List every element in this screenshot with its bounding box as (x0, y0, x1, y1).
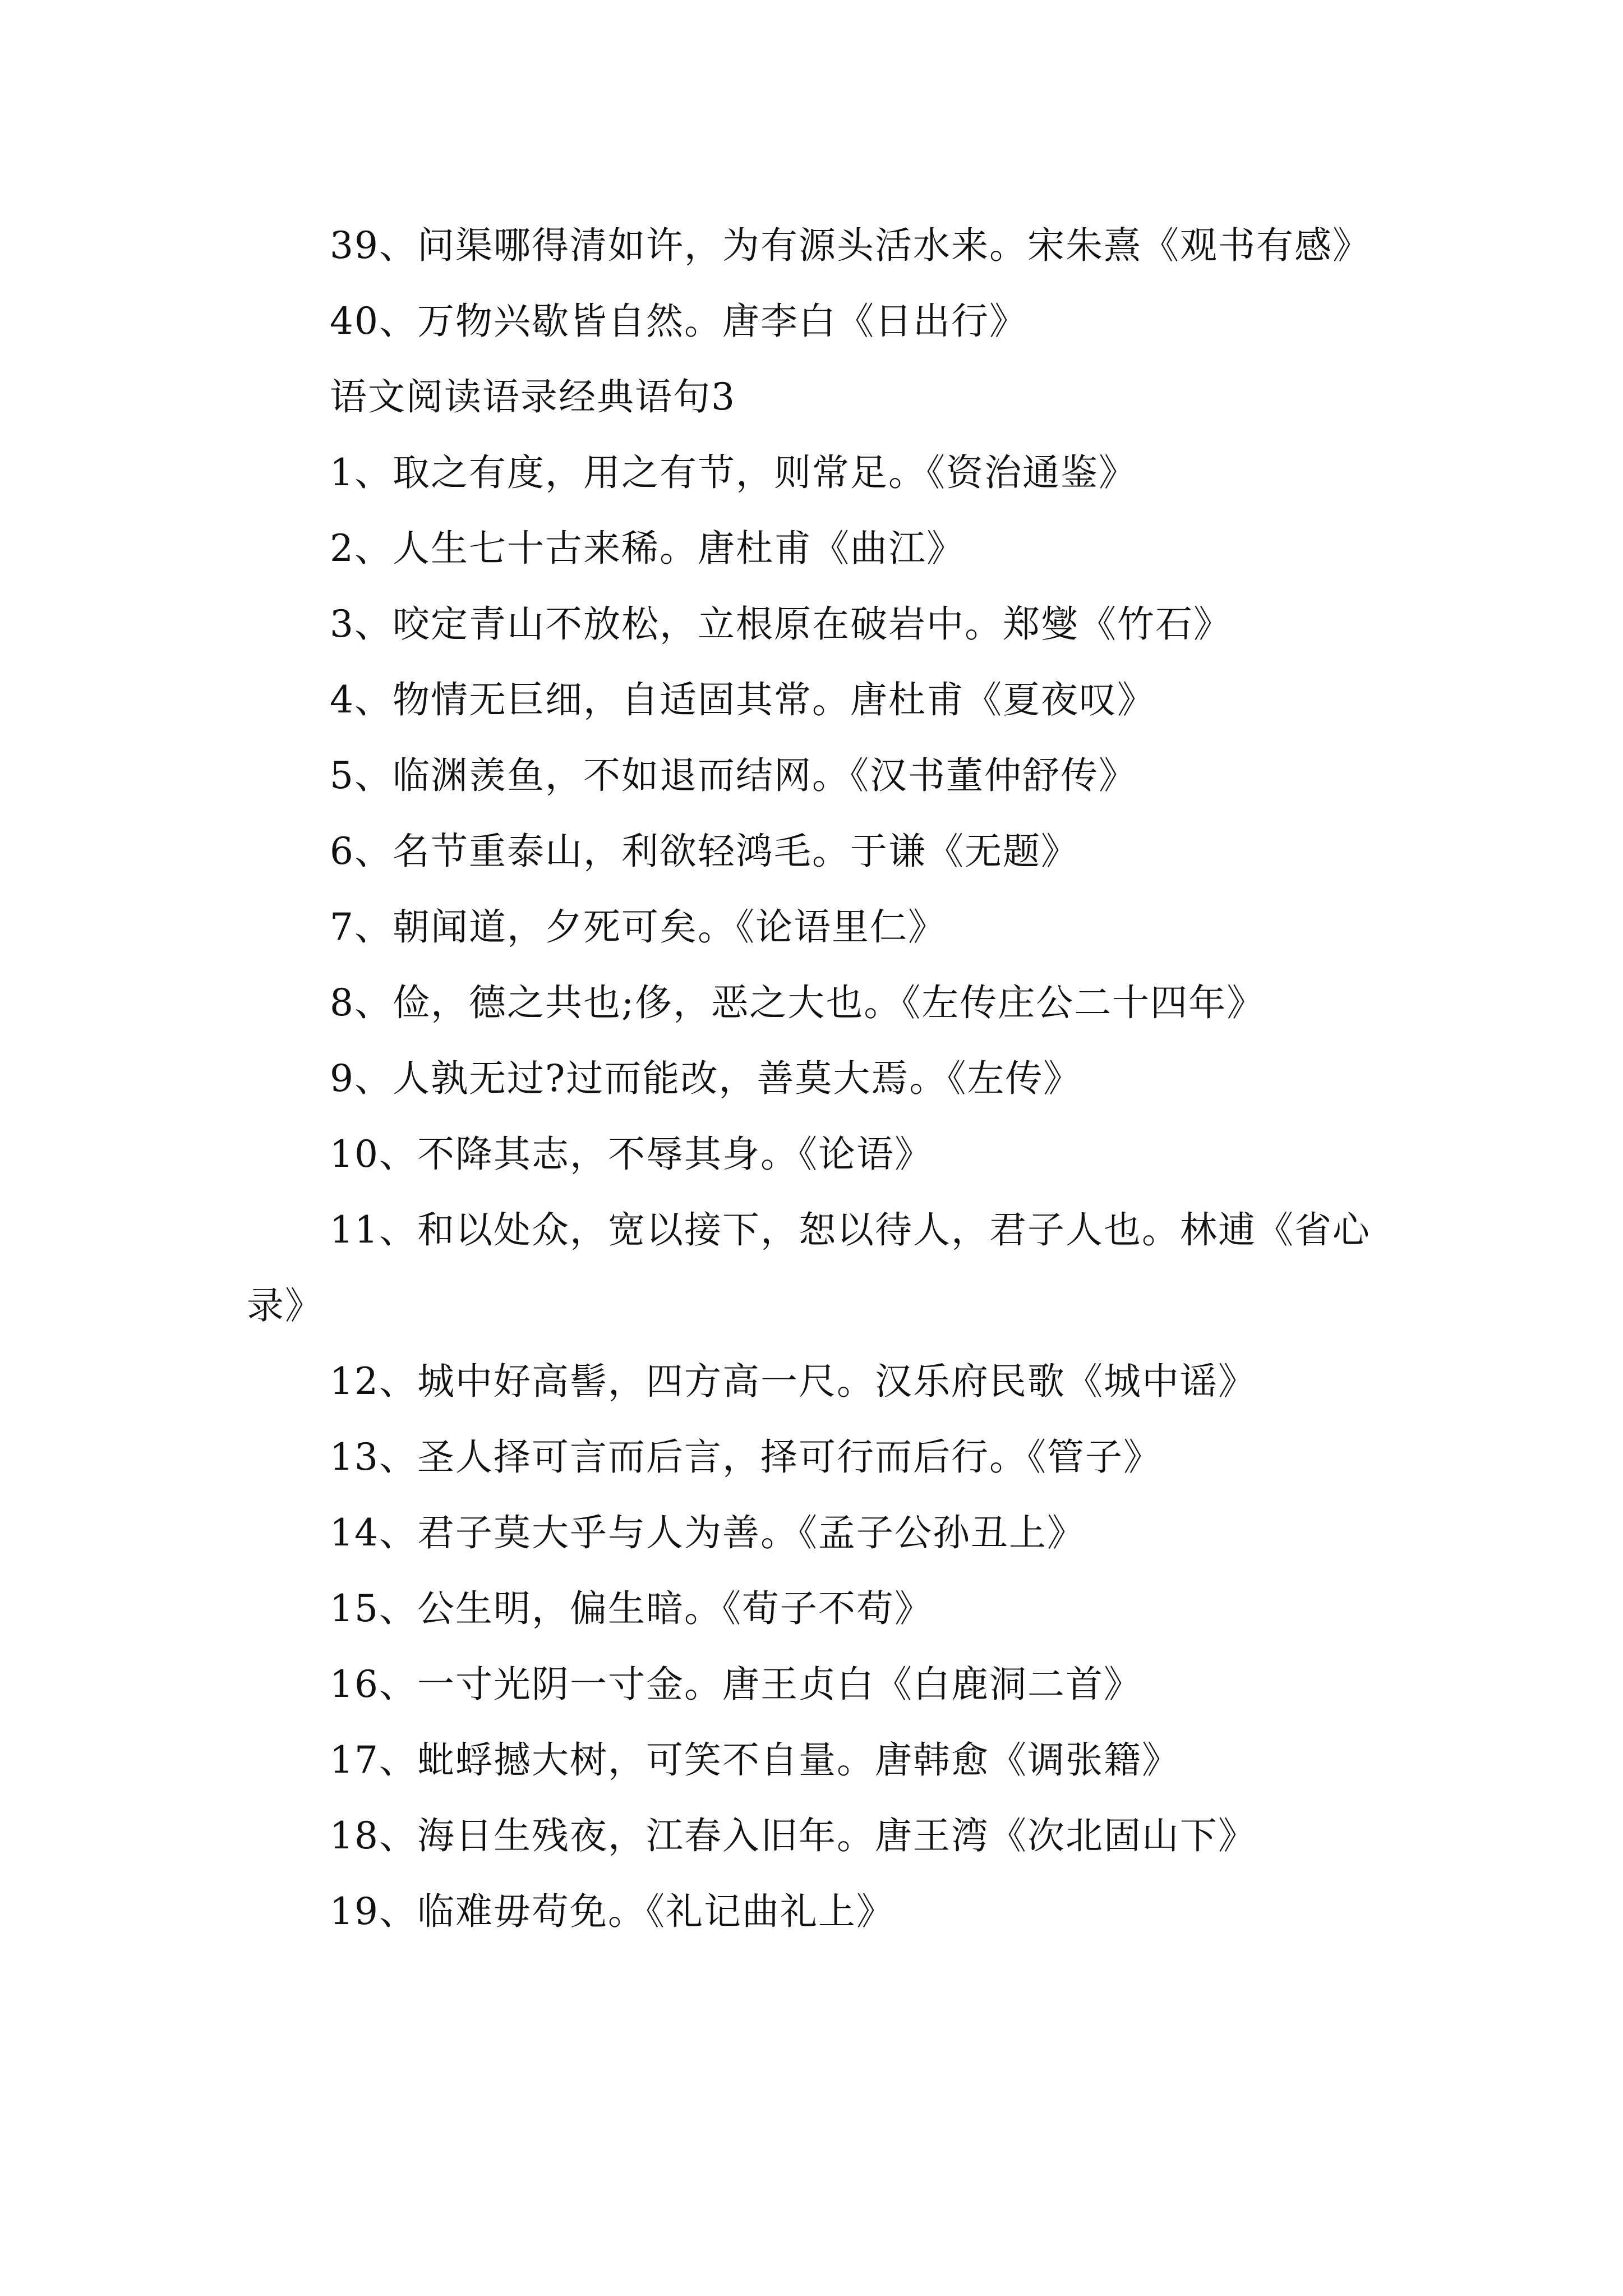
document-body (247, 208, 1424, 1949)
quote-12: 12、城中好高髻，四方高一尺。汉乐府民歌《城中谣》 (330, 1360, 1256, 1403)
quote-39: 39、问渠哪得清如许，为有源头活水来。宋朱熹《观书有感》 (330, 224, 1371, 267)
quote-40: 40、万物兴歇皆自然。唐李白《日出行》 (330, 300, 1027, 343)
quote-11: 11、和以处众，宽以接下，恕以待人，君子人也。林逋《省心录》 (247, 1208, 1371, 1327)
quote-2: 2、人生七十古来稀。唐杜甫《曲江》 (330, 527, 965, 570)
quote-14: 14、君子莫大乎与人为善。《孟子公孙丑上》 (330, 1511, 1085, 1554)
quote-9: 9、人孰无过?过而能改，善莫大焉。《左传》 (330, 1057, 1082, 1100)
quote-15: 15、公生明，偏生暗。《荀子不苟》 (330, 1587, 933, 1630)
quote-13: 13、圣人择可言而后言，择可行而后行。《管子》 (330, 1435, 1161, 1479)
quote-19: 19、临难毋苟免。《礼记曲礼上》 (330, 1890, 895, 1933)
quote-16: 16、一寸光阴一寸金。唐王贞白《白鹿洞二首》 (330, 1663, 1142, 1706)
quote-8: 8、俭，德之共也;侈，恶之大也。《左传庄公二十四年》 (330, 981, 1265, 1024)
quote-18: 18、海日生残夜，江春入旧年。唐王湾《次北固山下》 (330, 1814, 1256, 1857)
quote-6: 6、名节重泰山，利欲轻鸿毛。于谦《无题》 (330, 830, 1079, 873)
section-heading: 语文阅读语录经典语句3 (330, 375, 736, 418)
quote-10: 10、不降其志，不辱其身。《论语》 (330, 1133, 933, 1176)
quote-7: 7、朝闻道，夕死可矣。《论语里仁》 (330, 905, 946, 949)
quote-1: 1、取之有度，用之有节，则常足。《资治通鉴》 (330, 451, 1137, 494)
quote-4: 4、物情无巨细，自适固其常。唐杜甫《夏夜叹》 (330, 678, 1155, 721)
quote-3: 3、咬定青山不放松，立根原在破岩中。郑燮《竹石》 (330, 602, 1232, 646)
quote-17: 17、蚍蜉撼大树，可笑不自量。唐韩愈《调张籍》 (330, 1738, 1180, 1782)
quote-5: 5、临渊羡鱼，不如退而结网。《汉书董仲舒传》 (330, 754, 1137, 797)
